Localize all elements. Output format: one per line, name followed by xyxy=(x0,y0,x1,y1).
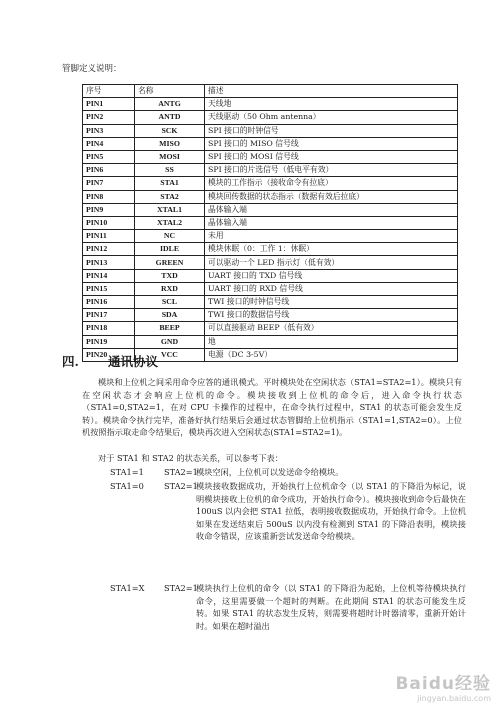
table-row xyxy=(83,98,458,111)
pin-number: PIN10 xyxy=(83,216,135,229)
intro-label: 管脚定义说明： xyxy=(62,64,122,74)
pin-number: PIN6 xyxy=(83,164,135,177)
pin-description: SPI 接口的片选信号（低电平有效） xyxy=(205,164,458,177)
table-row xyxy=(83,335,458,348)
pin-name: VCC xyxy=(135,348,205,361)
pin-description: 模块的工作指示（接收命令有拉底） xyxy=(205,177,458,190)
pin-description: 模块休眠（0：工作 1：休眠） xyxy=(205,243,458,256)
table-row xyxy=(83,137,458,150)
pin-description: 晶体输入端 xyxy=(205,216,458,229)
pin-number: PIN11 xyxy=(83,230,135,243)
state-sta1: STA1=1 xyxy=(110,467,144,477)
table-row xyxy=(83,124,458,137)
table-row xyxy=(83,296,458,309)
table-row xyxy=(83,309,458,322)
pin-description: 可以驱动一个 LED 指示灯（低有效） xyxy=(205,256,458,269)
pin-name: ANTG xyxy=(135,98,205,111)
pin-number: PIN17 xyxy=(83,309,135,322)
pin-name: ANTD xyxy=(135,111,205,124)
baidu-watermark xyxy=(395,669,491,703)
watermark-url: jingyan.baidu.com xyxy=(417,694,491,703)
pin-number: PIN1 xyxy=(83,98,135,111)
pin-name: TXD xyxy=(135,269,205,282)
pin-name: GND xyxy=(135,335,205,348)
pin-number: PIN14 xyxy=(83,269,135,282)
state-sta1: STA1=0 xyxy=(110,481,144,491)
pin-number: PIN16 xyxy=(83,296,135,309)
table-row xyxy=(83,203,458,216)
pin-number: PIN12 xyxy=(83,243,135,256)
state-sta2: STA2=1 xyxy=(164,583,198,593)
pin-description: 晶体输入端 xyxy=(205,203,458,216)
pin-description: 模块回传数据的状态指示（数据有效后拉底） xyxy=(205,190,458,203)
pin-name: SS xyxy=(135,164,205,177)
pin-description: UART 接口的 RXD 信号线 xyxy=(205,282,458,295)
pin-name: GREEN xyxy=(135,256,205,269)
table-row xyxy=(83,190,458,203)
pin-name: STA1 xyxy=(135,177,205,190)
pin-name: MISO xyxy=(135,137,205,150)
section-title: 通讯协议 xyxy=(108,354,159,369)
table-row xyxy=(83,282,458,295)
state-desc: 模块接收数据成功，开始执行上位机命令（以 STA1 的下降沿为标记，说明模块接收上位机的命令成功，开始执行命令）。模块接收到命令后最快在 100uS 以内会把 STA1 拉低，表明接收数据成功，开始执行命令。上位机如果在发送结束后 500uS 以内没有检测到 STA1 的下降沿表明，模块接收命令错误，应该重新尝试发送命令给模块。 xyxy=(196,481,466,542)
pin-number: PIN8 xyxy=(83,190,135,203)
table-body xyxy=(83,98,458,362)
pin-number: PIN18 xyxy=(83,322,135,335)
header-desc: 描述 xyxy=(205,85,458,98)
section-heading xyxy=(62,352,158,370)
table-row xyxy=(83,216,458,229)
table-row xyxy=(83,177,458,190)
pin-name: BEEP xyxy=(135,322,205,335)
state-desc: 模块执行上位机的命令（以 STA1 的下降沿为起始，上位机等待模块执行命令，这里需要做一个超时的判断。在此期间 STA1 的状态可能发生反转。如果 STA1 的状态发生反转，则需要将超时计时器清零，重新开始计时。如果在超时溢出 xyxy=(196,583,466,631)
state-sta2: STA2=1 xyxy=(164,481,198,491)
pin-name: IDLE xyxy=(135,243,205,256)
pin-description: 电源（DC 3-5V） xyxy=(205,348,458,361)
pin-number: PIN4 xyxy=(83,137,135,150)
state-intro-paragraph: 对于 STA1 和 STA2 的状态关系，可以参考下表： xyxy=(98,453,283,463)
pin-name: MOSI xyxy=(135,150,205,163)
pin-description: 天线驱动（50 Ohm antenna） xyxy=(205,111,458,124)
pin-number: PIN2 xyxy=(83,111,135,124)
pin-name: RXD xyxy=(135,282,205,295)
pin-number: PIN13 xyxy=(83,256,135,269)
pin-number: PIN3 xyxy=(83,124,135,137)
pin-description: SPI 接口的 MISO 信号线 xyxy=(205,137,458,150)
pin-description: 未用 xyxy=(205,230,458,243)
pin-definition-table xyxy=(82,84,458,362)
table-row xyxy=(83,322,458,335)
header-name: 名称 xyxy=(135,85,205,98)
state-row xyxy=(110,480,466,543)
pin-name: STA2 xyxy=(135,190,205,203)
pin-description: SPI 接口的 MOSI 信号线 xyxy=(205,150,458,163)
pin-name: XTAL2 xyxy=(135,216,205,229)
table-header-row xyxy=(83,85,458,98)
pin-description: 天线地 xyxy=(205,98,458,111)
pin-number: PIN5 xyxy=(83,150,135,163)
pin-description: 地 xyxy=(205,335,458,348)
table-row xyxy=(83,230,458,243)
state-row xyxy=(110,582,466,632)
state-sta2: STA2=1 xyxy=(164,467,198,477)
pin-description: SPI 接口的时钟信号 xyxy=(205,124,458,137)
table-row xyxy=(83,269,458,282)
state-desc: 模块空闲，上位机可以发送命令给模块。 xyxy=(196,467,344,477)
pin-name: SCL xyxy=(135,296,205,309)
pin-number: PIN7 xyxy=(83,177,135,190)
table-row xyxy=(83,164,458,177)
pin-description: TWI 接口的时钟信号线 xyxy=(205,296,458,309)
pin-name: XTAL1 xyxy=(135,203,205,216)
section-number: 四. xyxy=(62,354,79,369)
watermark-main: Baidu经验 xyxy=(395,674,491,694)
table-row xyxy=(83,256,458,269)
pin-name: SCK xyxy=(135,124,205,137)
pin-description: 可以直接驱动 BEEP（低有效） xyxy=(205,322,458,335)
state-row xyxy=(110,466,466,479)
pin-name: SDA xyxy=(135,309,205,322)
pin-description: UART 接口的 TXD 信号线 xyxy=(205,269,458,282)
table-row xyxy=(83,243,458,256)
pin-number: PIN9 xyxy=(83,203,135,216)
table-row xyxy=(83,150,458,163)
table-row xyxy=(83,111,458,124)
pin-description: TWI 接口的数据信号线 xyxy=(205,309,458,322)
pin-number: PIN19 xyxy=(83,335,135,348)
header-index: 序号 xyxy=(83,85,135,98)
pin-number: PIN20 xyxy=(83,348,135,361)
protocol-paragraph: 模块和上位机之间采用命令应答的通讯模式。平时模块处在空闲状态（STA1=STA2=1）。模块只有在空闲状态才会响应上位机的命令。模块接收到上位机的命令后，进入命令执行状态（STA1=0,STA2=1，在对 CPU 卡操作的过程中，在命令执行过程中，STA1 的状态可能会发生反转）。模块命令执行完毕，准备好执行结果后会通过状态管脚给上位机指示（STA1=1,STA2=0）。上位机按照指示取走命令结果后，模块再次进入空闲状态(STA1=STA2=1)。 xyxy=(82,377,462,438)
pin-name: NC xyxy=(135,230,205,243)
pin-number: PIN15 xyxy=(83,282,135,295)
state-sta1: STA1=X xyxy=(110,583,145,593)
